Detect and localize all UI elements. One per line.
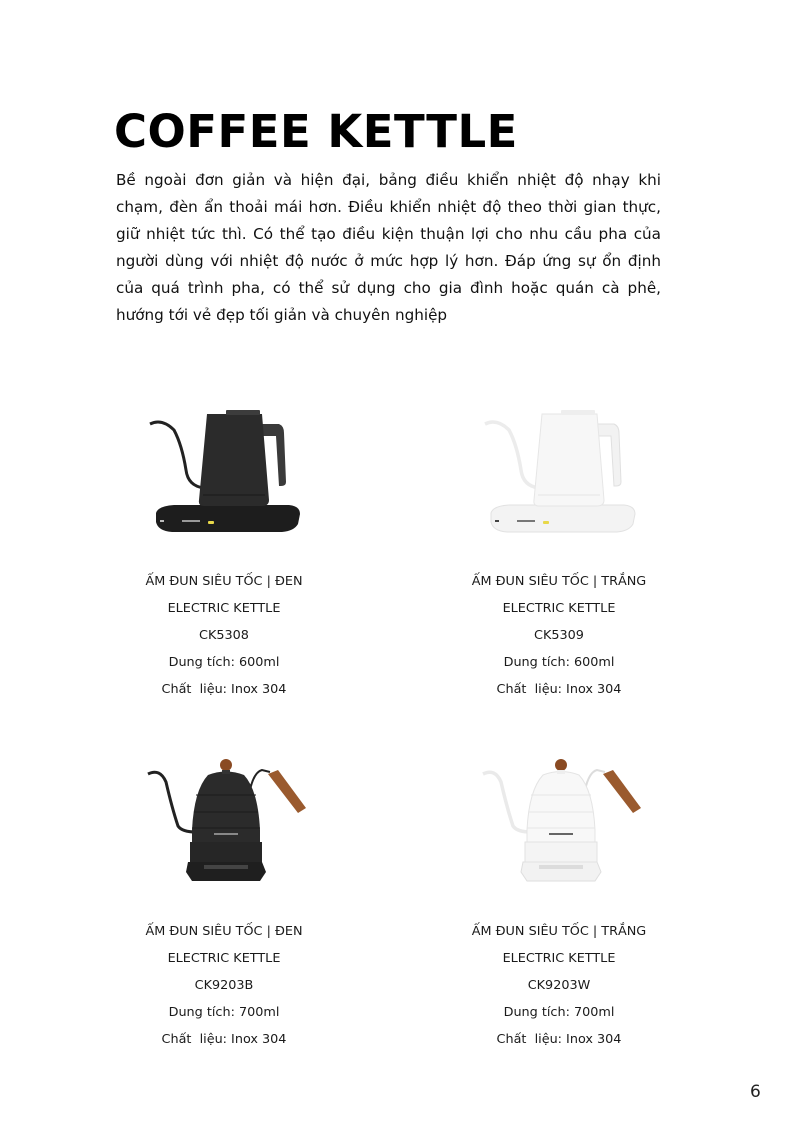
product-type: ELECTRIC KETTLE <box>502 951 616 966</box>
white-wood-handle-kettle-image <box>429 750 689 900</box>
product-type: ELECTRIC KETTLE <box>167 951 281 966</box>
product-code: CK5308 <box>199 628 249 643</box>
product-capacity: Dung tích: 700ml <box>168 1005 280 1020</box>
product-info <box>94 918 354 1053</box>
product-code: CK9203W <box>527 978 591 993</box>
kettle-icon <box>469 400 649 545</box>
product-material: Chất liệu: Inox 304 <box>496 682 622 697</box>
kettle-icon <box>134 750 314 895</box>
product-info <box>94 568 354 703</box>
product-type: ELECTRIC KETTLE <box>502 601 616 616</box>
product-material: Chất liệu: Inox 304 <box>161 1032 287 1047</box>
product-name: ẤM ĐUN SIÊU TỐC | TRẮNG <box>471 574 647 589</box>
black-wood-handle-kettle-image <box>94 750 354 900</box>
product-code: CK9203B <box>194 978 254 993</box>
product-type: ELECTRIC KETTLE <box>167 601 281 616</box>
product-capacity: Dung tích: 700ml <box>503 1005 615 1020</box>
product-card <box>94 750 354 1053</box>
product-capacity: Dung tích: 600ml <box>503 655 615 670</box>
product-card <box>429 400 689 703</box>
product-card <box>429 750 689 1053</box>
product-info <box>429 568 689 703</box>
product-capacity: Dung tích: 600ml <box>168 655 280 670</box>
product-name: ẤM ĐUN SIÊU TỐC | ĐEN <box>145 924 303 939</box>
black-modern-electric-kettle-image <box>94 400 354 550</box>
product-code: CK5309 <box>534 628 584 643</box>
page-number: 6 <box>750 1082 761 1102</box>
product-name: ẤM ĐUN SIÊU TỐC | TRẮNG <box>471 924 647 939</box>
product-material: Chất liệu: Inox 304 <box>161 682 287 697</box>
product-info <box>429 918 689 1053</box>
white-modern-electric-kettle-image <box>429 400 689 550</box>
page-title: COFFEE KETTLE <box>114 105 518 158</box>
kettle-icon <box>134 400 314 545</box>
kettle-icon <box>469 750 649 895</box>
product-name: ẤM ĐUN SIÊU TỐC | ĐEN <box>145 574 303 589</box>
product-card <box>94 400 354 703</box>
intro-paragraph: Bề ngoài đơn giản và hiện đại, bảng điều khiển nhiệt độ nhạy khi chạm, đèn ẩn thoải mái hơn. Điều khiển nhiệt độ theo thời gian thực, giữ nhiệt tức thì. Có thể tạo điều kiện thuận lợi cho nhu cầu pha của người dùng với nhiệt độ nước ở mức hợp lý hơn. Đáp ứng sự ổn định của quá trình pha, có thể sử dụng cho gia đình hoặc quán cà phê, hướng tới vẻ đẹp tối giản và chuyên nghiệp <box>116 171 661 324</box>
product-material: Chất liệu: Inox 304 <box>496 1032 622 1047</box>
